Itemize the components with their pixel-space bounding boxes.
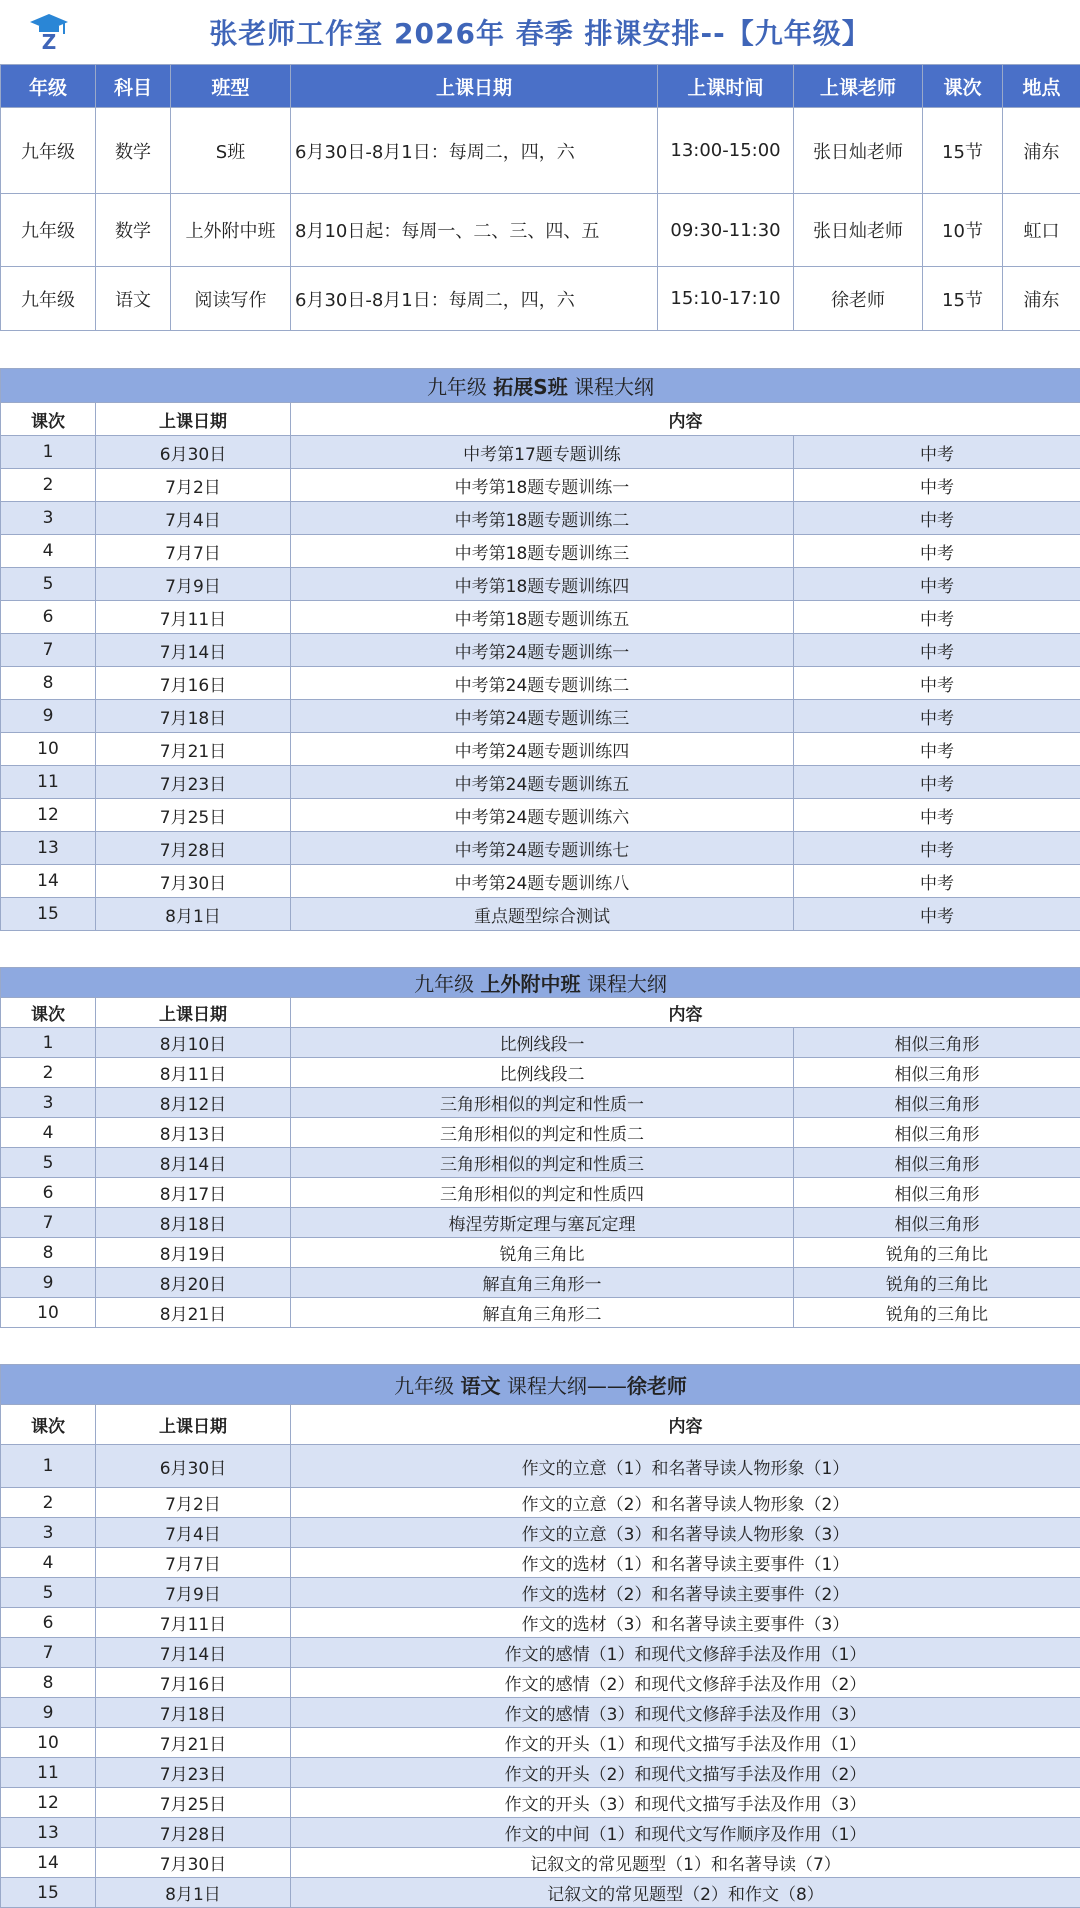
cell-date: 8月1日 [96,898,291,931]
syllabus-chinese-table [0,1364,1080,1908]
cell-date: 8月13日 [96,1118,291,1148]
table-row [1,1608,1080,1638]
cell-date: 7月18日 [96,1698,291,1728]
table-row [1,1668,1080,1698]
col-subject: 科目 [96,65,171,108]
cell-lesson-no: 12 [1,1788,96,1818]
table-row [1,832,1080,865]
syllabus-s-table [0,368,1080,931]
cell-content: 中考第18题专题训练一 [291,469,794,502]
section-header-row [1,1405,1080,1445]
cell-date: 7月14日 [96,1638,291,1668]
cell-date: 8月19日 [96,1238,291,1268]
cell-lesson-no: 5 [1,1148,96,1178]
cell-topic: 相似三角形 [794,1148,1080,1178]
cell-lesson-no: 4 [1,1548,96,1578]
spacer [0,931,1080,967]
section-title-mid: 课程大纲—— [501,1374,627,1398]
table-row [1,601,1080,634]
cell-date: 7月4日 [96,502,291,535]
cell-topic: 中考 [794,898,1080,931]
cell-time: 15:10-17:10 [658,267,794,331]
table-row [1,1728,1080,1758]
cell-content: 中考第18题专题训练二 [291,502,794,535]
cell-lesson-no: 1 [1,1445,96,1488]
table-row [1,1788,1080,1818]
cell-topic: 相似三角形 [794,1028,1080,1058]
cell-date: 7月21日 [96,1728,291,1758]
table-row [1,1208,1080,1238]
cell-date: 7月28日 [96,832,291,865]
cell-date: 7月11日 [96,1608,291,1638]
cell-content: 记叙文的常见题型（2）和作文（8） [291,1878,1080,1908]
cell-lesson-no: 7 [1,1208,96,1238]
cell-class-type: S班 [171,108,291,194]
cell-location: 浦东 [1003,267,1080,331]
section-title-prefix: 九年级 [394,1374,460,1398]
cell-lesson-no: 10 [1,1728,96,1758]
col-class-type: 班型 [171,65,291,108]
cell-lesson-no: 13 [1,832,96,865]
schedule-table [0,64,1080,331]
section-title-suffix: 课程大纲 [568,375,654,399]
cell-date: 7月30日 [96,865,291,898]
section-title-row [1,968,1080,998]
cell-topic: 中考 [794,436,1080,469]
schedule-header-row [1,65,1080,108]
cell-lesson-no: 5 [1,1578,96,1608]
cell-content: 三角形相似的判定和性质四 [291,1178,794,1208]
cell-content: 比例线段一 [291,1028,794,1058]
table-row [1,1028,1080,1058]
cell-lesson-no: 2 [1,469,96,502]
page-title: 张老师工作室 2026年 春季 排课安排--【九年级】 [209,12,870,52]
table-row [1,1698,1080,1728]
cell-topic: 中考 [794,469,1080,502]
cell-topic: 锐角的三角比 [794,1268,1080,1298]
cell-content: 中考第24题专题训练六 [291,799,794,832]
section-title-prefix: 九年级 [427,375,493,399]
cell-teacher: 张日灿老师 [794,194,923,267]
cell-lesson-no: 8 [1,1668,96,1698]
table-row [1,1518,1080,1548]
cell-date: 7月30日 [96,1848,291,1878]
cell-content: 梅涅劳斯定理与塞瓦定理 [291,1208,794,1238]
table-row [1,568,1080,601]
cell-content: 作文的选材（2）和名著导读主要事件（2） [291,1578,1080,1608]
cell-content: 比例线段二 [291,1058,794,1088]
cell-content: 中考第18题专题训练四 [291,568,794,601]
col-time: 上课时间 [658,65,794,108]
section-header-row [1,403,1080,436]
cell-date: 8月21日 [96,1298,291,1328]
cell-content: 中考第24题专题训练五 [291,766,794,799]
section-title-row [1,369,1080,403]
cell-topic: 中考 [794,601,1080,634]
cell-date: 8月18日 [96,1208,291,1238]
syllabus-swfl-table [0,967,1080,1328]
table-row [1,898,1080,931]
cell-date: 7月16日 [96,1668,291,1698]
cell-lesson-no: 8 [1,667,96,700]
cell-lesson-no: 6 [1,601,96,634]
section-title-bold: 上外附中班 [481,972,581,996]
cell-topic: 锐角的三角比 [794,1238,1080,1268]
table-row [1,1118,1080,1148]
cell-content: 中考第17题专题训练 [291,436,794,469]
cell-topic: 相似三角形 [794,1118,1080,1148]
cell-date: 7月23日 [96,766,291,799]
svg-text:Z: Z [42,30,57,52]
cell-subject: 数学 [96,194,171,267]
cell-lesson-no: 8 [1,1238,96,1268]
cell-subject: 数学 [96,108,171,194]
cell-dates: 6月30日-8月1日：每周二，四，六 [291,108,658,194]
cell-topic: 中考 [794,865,1080,898]
cell-date: 7月23日 [96,1758,291,1788]
table-row [1,1488,1080,1518]
cell-teacher: 张日灿老师 [794,108,923,194]
table-row [1,535,1080,568]
cell-date: 8月17日 [96,1178,291,1208]
table-row [1,1445,1080,1488]
cell-topic: 中考 [794,535,1080,568]
table-row [1,1058,1080,1088]
section-title-s [1,369,1080,403]
cell-lesson-no: 7 [1,1638,96,1668]
page-header [0,0,1080,64]
cell-lesson-no: 13 [1,1818,96,1848]
cell-lesson-no: 15 [1,898,96,931]
cell-lesson-no: 6 [1,1178,96,1208]
cell-content: 作文的选材（3）和名著导读主要事件（3） [291,1608,1080,1638]
cell-date: 6月30日 [96,1445,291,1488]
cell-content: 中考第18题专题训练三 [291,535,794,568]
cell-topic: 中考 [794,700,1080,733]
cell-lesson-no: 14 [1,865,96,898]
cell-topic: 中考 [794,634,1080,667]
cell-content: 作文的开头（2）和现代文描写手法及作用（2） [291,1758,1080,1788]
cell-lesson-no: 4 [1,535,96,568]
col-grade: 年级 [1,65,96,108]
cell-topic: 中考 [794,799,1080,832]
cell-lesson-no: 10 [1,1298,96,1328]
cell-content: 解直角三角形一 [291,1268,794,1298]
graduation-cap-logo-icon [28,12,70,52]
cell-content: 作文的感情（1）和现代文修辞手法及作用（1） [291,1638,1080,1668]
cell-dates: 8月10日起：每周一、二、三、四、五 [291,194,658,267]
section-title-suffix: 课程大纲 [581,972,667,996]
cell-lesson-no: 15 [1,1878,96,1908]
table-row [1,436,1080,469]
section-header-row [1,998,1080,1028]
table-row [1,469,1080,502]
table-row [1,1268,1080,1298]
cell-lesson-no: 14 [1,1848,96,1878]
cell-grade: 九年级 [1,194,96,267]
cell-content: 作文的选材（1）和名著导读主要事件（1） [291,1548,1080,1578]
cell-content: 记叙文的常见题型（1）和名著导读（7） [291,1848,1080,1878]
cell-lesson-no: 6 [1,1608,96,1638]
col-lesson-no: 课次 [1,1405,96,1445]
cell-date: 8月1日 [96,1878,291,1908]
cell-content: 作文的开头（1）和现代文描写手法及作用（1） [291,1728,1080,1758]
syllabus-s-body [1,436,1080,931]
table-row [1,1178,1080,1208]
col-content: 内容 [291,403,1080,436]
cell-date: 7月7日 [96,1548,291,1578]
cell-content: 中考第24题专题训练七 [291,832,794,865]
table-row [1,1548,1080,1578]
cell-topic: 相似三角形 [794,1178,1080,1208]
section-title-row [1,1365,1080,1405]
cell-content: 作文的感情（3）和现代文修辞手法及作用（3） [291,1698,1080,1728]
col-location: 地点 [1003,65,1080,108]
cell-topic: 中考 [794,733,1080,766]
table-row [1,108,1080,194]
cell-date: 6月30日 [96,436,291,469]
cell-topic: 锐角的三角比 [794,1298,1080,1328]
table-row [1,766,1080,799]
section-title-bold: 拓展S班 [493,375,567,399]
cell-date: 7月18日 [96,700,291,733]
cell-lesson-no: 2 [1,1488,96,1518]
syllabus-chinese-body [1,1445,1080,1908]
cell-date: 8月12日 [96,1088,291,1118]
cell-teacher: 徐老师 [794,267,923,331]
table-row [1,865,1080,898]
cell-lessons: 15节 [923,108,1003,194]
table-row [1,667,1080,700]
table-row [1,1298,1080,1328]
col-dates: 上课日期 [291,65,658,108]
cell-class-type: 阅读写作 [171,267,291,331]
cell-date: 7月4日 [96,1518,291,1548]
cell-grade: 九年级 [1,108,96,194]
table-row [1,733,1080,766]
cell-content: 作文的立意（3）和名著导读人物形象（3） [291,1518,1080,1548]
table-row [1,267,1080,331]
cell-lesson-no: 5 [1,568,96,601]
cell-lesson-no: 3 [1,1088,96,1118]
cell-lesson-no: 9 [1,700,96,733]
cell-topic: 中考 [794,832,1080,865]
cell-topic: 相似三角形 [794,1208,1080,1238]
cell-content: 三角形相似的判定和性质二 [291,1118,794,1148]
cell-grade: 九年级 [1,267,96,331]
table-row [1,1238,1080,1268]
cell-content: 中考第18题专题训练五 [291,601,794,634]
cell-date: 7月25日 [96,1788,291,1818]
col-date: 上课日期 [96,403,291,436]
cell-lesson-no: 7 [1,634,96,667]
cell-content: 三角形相似的判定和性质三 [291,1148,794,1178]
cell-topic: 相似三角形 [794,1088,1080,1118]
cell-date: 7月9日 [96,1578,291,1608]
cell-content: 中考第24题专题训练二 [291,667,794,700]
cell-lesson-no: 9 [1,1268,96,1298]
cell-class-type: 上外附中班 [171,194,291,267]
cell-content: 作文的感情（2）和现代文修辞手法及作用（2） [291,1668,1080,1698]
cell-topic: 中考 [794,766,1080,799]
table-row [1,1088,1080,1118]
cell-topic: 中考 [794,502,1080,535]
col-lesson-no: 课次 [1,403,96,436]
cell-time: 09:30-11:30 [658,194,794,267]
table-row [1,194,1080,267]
section-title-teacher: 徐老师 [627,1374,687,1398]
table-row [1,799,1080,832]
cell-lesson-no: 1 [1,1028,96,1058]
cell-content: 作文的立意（2）和名著导读人物形象（2） [291,1488,1080,1518]
cell-lesson-no: 3 [1,502,96,535]
cell-date: 7月2日 [96,469,291,502]
col-lessons: 课次 [923,65,1003,108]
cell-lesson-no: 11 [1,1758,96,1788]
col-date: 上课日期 [96,998,291,1028]
section-title-bold: 语文 [461,1374,501,1398]
section-title-swfl [1,968,1080,998]
cell-content: 中考第24题专题训练三 [291,700,794,733]
spacer [0,1328,1080,1364]
cell-date: 7月21日 [96,733,291,766]
cell-lessons: 15节 [923,267,1003,331]
section-title-prefix: 九年级 [414,972,480,996]
syllabus-swfl-body [1,1028,1080,1328]
cell-lesson-no: 10 [1,733,96,766]
cell-location: 虹口 [1003,194,1080,267]
cell-content: 作文的开头（3）和现代文描写手法及作用（3） [291,1788,1080,1818]
cell-lesson-no: 11 [1,766,96,799]
cell-date: 7月16日 [96,667,291,700]
cell-date: 8月10日 [96,1028,291,1058]
cell-content: 解直角三角形二 [291,1298,794,1328]
cell-lesson-no: 3 [1,1518,96,1548]
table-row [1,1638,1080,1668]
cell-subject: 语文 [96,267,171,331]
table-row [1,1818,1080,1848]
section-title-chinese [1,1365,1080,1405]
table-row [1,1578,1080,1608]
table-row [1,700,1080,733]
spacer [0,331,1080,368]
cell-time: 13:00-15:00 [658,108,794,194]
table-row [1,634,1080,667]
cell-topic: 中考 [794,568,1080,601]
cell-location: 浦东 [1003,108,1080,194]
cell-lesson-no: 1 [1,436,96,469]
cell-date: 8月11日 [96,1058,291,1088]
cell-lesson-no: 2 [1,1058,96,1088]
cell-date: 7月7日 [96,535,291,568]
col-lesson-no: 课次 [1,998,96,1028]
cell-lesson-no: 12 [1,799,96,832]
cell-date: 7月11日 [96,601,291,634]
cell-lessons: 10节 [923,194,1003,267]
cell-content: 重点题型综合测试 [291,898,794,931]
cell-content: 作文的立意（1）和名著导读人物形象（1） [291,1445,1080,1488]
cell-date: 7月9日 [96,568,291,601]
col-date: 上课日期 [96,1405,291,1445]
cell-content: 三角形相似的判定和性质一 [291,1088,794,1118]
cell-date: 7月14日 [96,634,291,667]
col-content: 内容 [291,1405,1080,1445]
cell-date: 7月2日 [96,1488,291,1518]
cell-content: 作文的中间（1）和现代文写作顺序及作用（1） [291,1818,1080,1848]
cell-date: 7月25日 [96,799,291,832]
cell-dates: 6月30日-8月1日：每周二，四，六 [291,267,658,331]
cell-lesson-no: 9 [1,1698,96,1728]
table-row [1,1878,1080,1908]
cell-topic: 中考 [794,667,1080,700]
cell-date: 7月28日 [96,1818,291,1848]
cell-content: 锐角三角比 [291,1238,794,1268]
col-content: 内容 [291,998,1080,1028]
cell-content: 中考第24题专题训练一 [291,634,794,667]
cell-content: 中考第24题专题训练四 [291,733,794,766]
cell-lesson-no: 4 [1,1118,96,1148]
cell-date: 8月14日 [96,1148,291,1178]
table-row [1,1148,1080,1178]
col-teacher: 上课老师 [794,65,923,108]
cell-date: 8月20日 [96,1268,291,1298]
cell-content: 中考第24题专题训练八 [291,865,794,898]
cell-topic: 相似三角形 [794,1058,1080,1088]
table-row [1,502,1080,535]
table-row [1,1848,1080,1878]
table-row [1,1758,1080,1788]
